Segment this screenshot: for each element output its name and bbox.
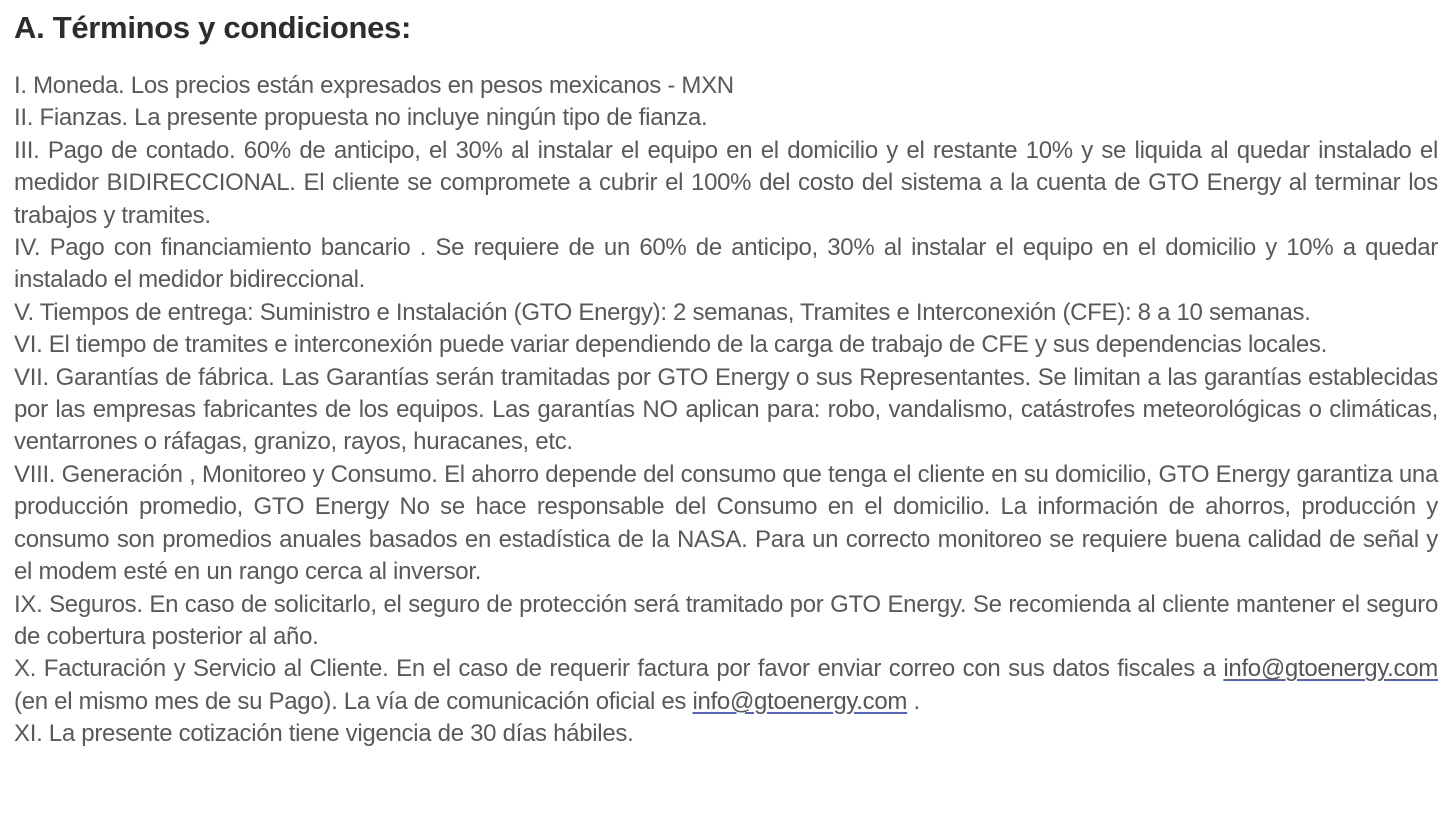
term-text: X. Facturación y Servicio al Cliente. En el caso de requerir factura por favor enviar correo con sus datos fiscales a: [14, 655, 1224, 683]
term-item: [14, 653, 1438, 718]
term-item: [14, 718, 1438, 750]
term-item: [14, 102, 1438, 134]
term-item: [14, 135, 1438, 232]
term-text: VI. El tiempo de tramites e interconexión puede variar dependiendo de la carga de trabajo de CFE y sus dependencias locales.: [14, 331, 1327, 359]
term-item: [14, 70, 1438, 102]
term-item: [14, 297, 1438, 329]
term-text: II. Fianzas. La presente propuesta no incluye ningún tipo de fianza.: [14, 104, 708, 132]
email-link[interactable]: info@gtoenergy.com: [1223, 655, 1438, 683]
term-text: IV. Pago con financiamiento bancario . Se requiere de un 60% de anticipo, 30% al instalar el equipo en el domicilio y 10% a quedar instalado el medidor bidireccional.: [14, 234, 1438, 294]
term-text: VII. Garantías de fábrica. Las Garantías serán tramitadas por GTO Energy o sus Representantes. Se limitan a las garantías establecidas por las empresas fabricantes de los equipos. Las garantías NO aplican para: robo, vandalismo, catástrofes meteorológicas o climáticas, ventarrones o ráfagas, granizo, rayos, huracanes, etc.: [14, 363, 1438, 456]
term-text: IX. Seguros. En caso de solicitarlo, el seguro de protección será tramitado por GTO Energy. Se recomienda al cliente mantener el seguro de cobertura posterior al año.: [14, 590, 1438, 650]
term-item: [14, 362, 1438, 459]
term-item: [14, 329, 1438, 361]
term-item: [14, 459, 1438, 589]
term-item: [14, 232, 1438, 297]
term-text: VIII. Generación , Monitoreo y Consumo. El ahorro depende del consumo que tenga el cliente en su domicilio, GTO Energy garantiza una producción promedio, GTO Energy No se hace responsable del Consumo en el domicilio. La información de ahorros, producción y consumo son promedios anuales basados en estadística de la NASA. Para un correcto monitoreo se requiere buena calidad de señal y el modem esté en un rango cerca al inversor.: [14, 460, 1438, 586]
term-text: .: [907, 687, 920, 715]
term-text: V. Tiempos de entrega: Suministro e Instalación (GTO Energy): 2 semanas, Tramites e Interconexión (CFE): 8 a 10 semanas.: [14, 298, 1311, 326]
email-link[interactable]: info@gtoenergy.com: [692, 687, 908, 715]
term-text: I. Moneda. Los precios están expresados en pesos mexicanos - MXN: [14, 72, 734, 99]
term-text: III. Pago de contado. 60% de anticipo, el 30% al instalar el equipo en el domicilio y el restante 10% y se liquida al quedar instalado el medidor BIDIRECCIONAL. El cliente se compromete a cubrir el 100% del costo del sistema a la cuenta de GTO Energy al terminar los trabajos y tramites.: [14, 136, 1438, 229]
page-title: A. Términos y condiciones:: [14, 10, 412, 45]
term-text: (en el mismo mes de su Pago). La vía de comunicación oficial es: [14, 687, 693, 715]
term-item: [14, 589, 1438, 654]
terms-list: [14, 70, 1438, 751]
term-text: XI. La presente cotización tiene vigencia de 30 días hábiles.: [14, 720, 634, 748]
